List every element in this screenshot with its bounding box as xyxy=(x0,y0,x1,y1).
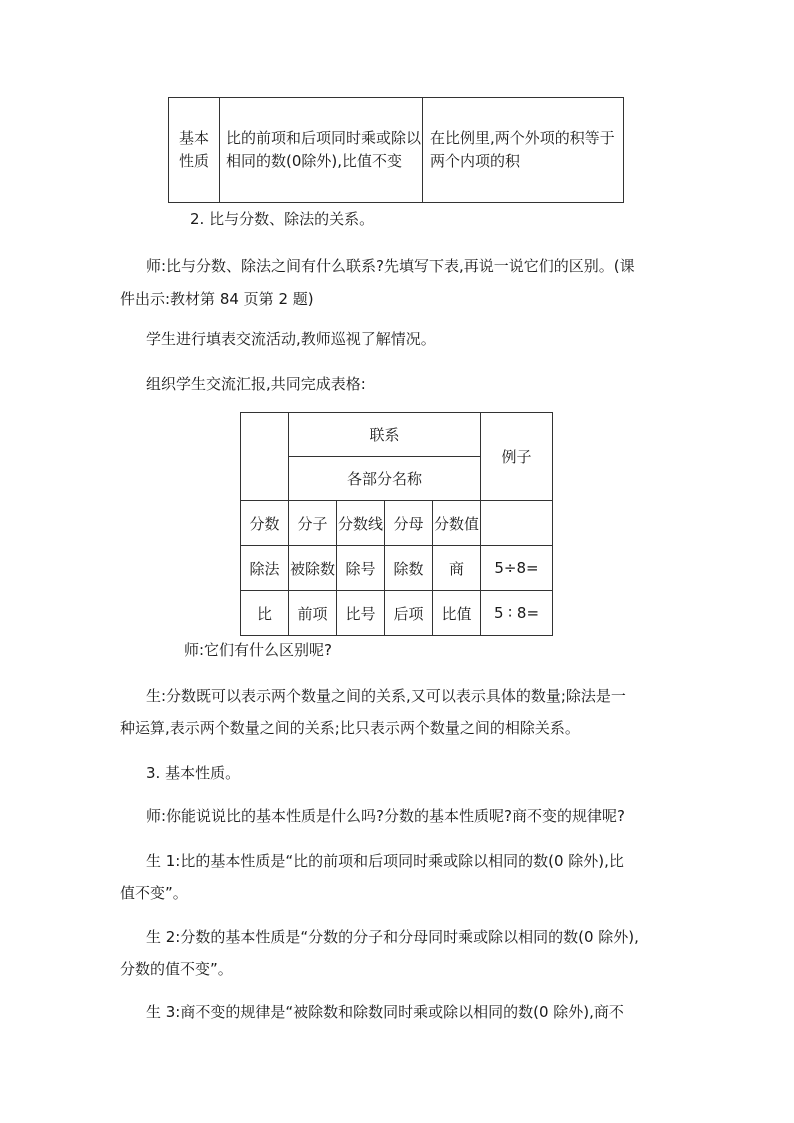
table-cell: 商 xyxy=(433,546,481,591)
section-2-title: 2. 比与分数、除法的关系。 xyxy=(190,210,375,228)
table-cell: 分数值 xyxy=(433,501,481,546)
table-cell: 被除数 xyxy=(289,546,337,591)
example-cell: 5 ∶ 8= xyxy=(481,591,553,636)
activity-text: 学生进行填表交流活动,教师巡视了解情况。 xyxy=(146,330,436,348)
properties-header: 基本性质 xyxy=(169,98,220,203)
section-3-title: 3. 基本性质。 xyxy=(146,764,241,782)
link-header: 联系 xyxy=(289,413,481,457)
student-1-line-2: 值不变”。 xyxy=(120,884,188,902)
student-2-line-1: 生 2:分数的基本性质是“分数的分子和分母同时乘或除以相同的数(0 除外), xyxy=(146,928,639,946)
table-row xyxy=(241,546,553,591)
table-cell: 比值 xyxy=(433,591,481,636)
teacher-question-1-line-2: 件出示:教材第 84 页第 2 题) xyxy=(120,290,314,308)
table-row xyxy=(241,501,553,546)
row-label: 比 xyxy=(241,591,289,636)
parts-header: 各部分名称 xyxy=(289,457,481,501)
student-answer-1-line-1: 生:分数既可以表示两个数量之间的关系,又可以表示具体的数量;除法是一 xyxy=(146,687,626,705)
row-label: 分数 xyxy=(241,501,289,546)
table-row xyxy=(241,591,553,636)
table-cell: 除号 xyxy=(337,546,385,591)
student-2-line-2: 分数的值不变”。 xyxy=(120,960,233,978)
table-cell: 分子 xyxy=(289,501,337,546)
teacher-question-2: 师:它们有什么区别呢? xyxy=(184,641,333,659)
student-3-line-1: 生 3:商不变的规律是“被除数和除数同时乘或除以相同的数(0 除外),商不 xyxy=(146,1003,624,1021)
table-cell: 后项 xyxy=(385,591,433,636)
table-cell: 分母 xyxy=(385,501,433,546)
table-cell: 除数 xyxy=(385,546,433,591)
teacher-question-3: 师:你能说说比的基本性质是什么吗?分数的基本性质呢?商不变的规律呢? xyxy=(146,807,625,825)
table-cell: 前项 xyxy=(289,591,337,636)
teacher-question-1-line-1: 师:比与分数、除法之间有什么联系?先填写下表,再说一说它们的区别。(课 xyxy=(146,257,635,275)
student-answer-1-line-2: 种运算,表示两个数量之间的关系;比只表示两个数量之间的相除关系。 xyxy=(120,719,580,737)
properties-table xyxy=(168,97,624,203)
example-cell xyxy=(481,501,553,546)
corner-cell xyxy=(241,413,289,501)
example-cell: 5÷8= xyxy=(481,546,553,591)
table-cell: 比号 xyxy=(337,591,385,636)
organize-text: 组织学生交流汇报,共同完成表格: xyxy=(146,375,366,393)
table-cell: 分数线 xyxy=(337,501,385,546)
row-label: 除法 xyxy=(241,546,289,591)
ratio-property-cell: 比的前项和后项同时乘或除以相同的数(0除外),比值不变 xyxy=(220,98,423,203)
example-header: 例子 xyxy=(481,413,553,501)
proportion-property-cell: 在比例里,两个外项的积等于两个内项的积 xyxy=(423,98,624,203)
relation-table xyxy=(240,412,553,636)
student-1-line-1: 生 1:比的基本性质是“比的前项和后项同时乘或除以相同的数(0 除外),比 xyxy=(146,852,624,870)
